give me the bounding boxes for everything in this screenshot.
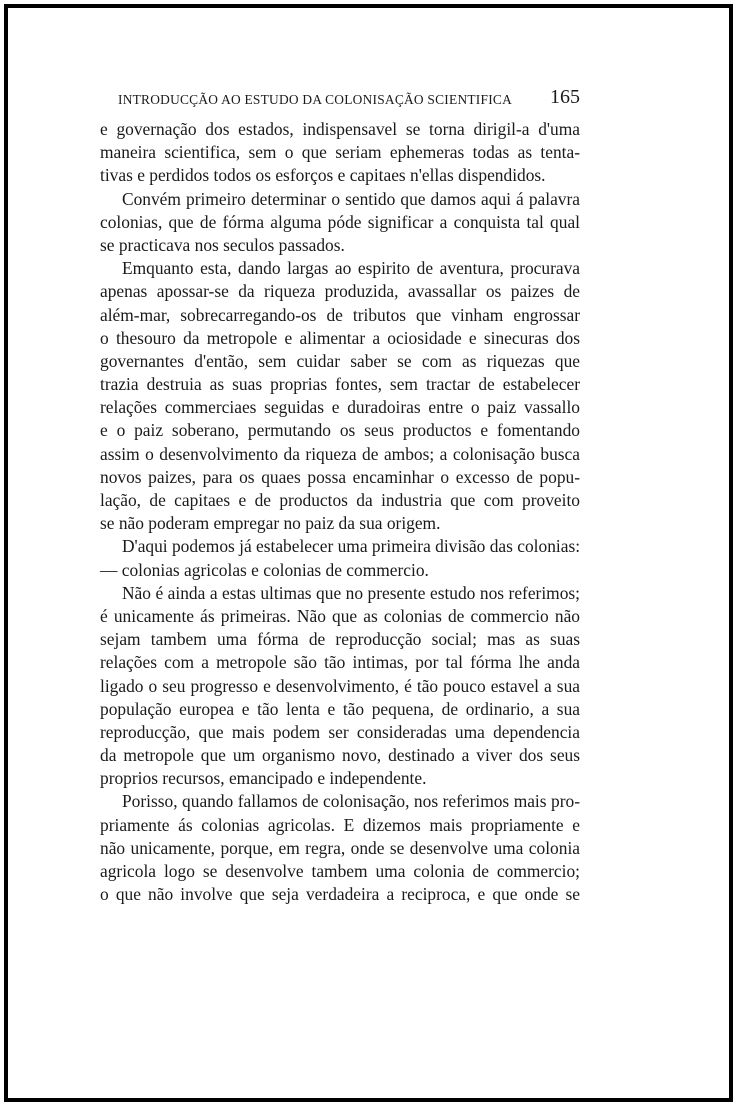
text-line: trazia destruia as suas proprias fontes, sem tractar de estabelecer (100, 374, 580, 395)
text-line: o thesouro da metropole e alimentar a ociosidade e sinecuras dos (100, 327, 580, 348)
text-line: relações commerciaes seguidas e duradoiras entre o paiz vassallo (100, 397, 580, 418)
book-page (100, 84, 580, 906)
running-title: INTRODUCÇÃO AO ESTUDO DA COLONISAÇÃO SCIENTIFICA (118, 92, 513, 107)
text-line: priamente ás colonias agricolas. E dizemos mais propriamente e (100, 814, 580, 835)
text-line: Convém primeiro determinar o sentido que damos aqui á palavra (122, 188, 580, 209)
text-line: lação, de capitaes e de productos da industria que com proveito (100, 490, 580, 510)
text-line: proprios recursos, emancipado e independente. (100, 768, 427, 789)
text-line: o que não involve que seja verdadeira a reciproca, e que onde se (100, 884, 580, 905)
text-line: além-mar, sobrecarregando-os de tributos que vinham engrossar (100, 304, 580, 325)
text-line: assim o desenvolvimento da riqueza de ambos; a colonisação busca (100, 443, 580, 464)
text-line: colonias, que de fórma alguma póde significar a conquista tal qual (100, 211, 580, 232)
text-line: se não poderam empregar no paiz da sua origem. (100, 513, 441, 534)
body-text (100, 118, 580, 906)
text-line: população europea e tão lenta e tão pequena, de ordinario, a sua (100, 698, 580, 719)
page-number: 165 (550, 86, 580, 108)
text-line: governantes d'então, sem cuidar saber se com as riquezas que (100, 350, 580, 371)
text-line: e o paiz soberano, permutando os seus productos e fomentando (100, 420, 580, 441)
text-line: maneira scientifica, sem o que seriam ephemeras todas as tenta- (100, 142, 580, 163)
text-line: novos paizes, para os quaes possa encaminhar o excesso de popu- (100, 466, 580, 487)
text-line: e governação dos estados, indispensavel se torna dirigil-a d'uma (100, 119, 580, 139)
text-line: ligado o seu progresso e desenvolvimento, é tão pouco estavel a sua (100, 675, 580, 696)
text-line: não unicamente, porque, em regra, onde se desenvolve uma colonia (100, 837, 580, 858)
text-line: relações com a metropole são tão intimas, por tal fórma lhe anda (100, 652, 580, 673)
running-head (100, 84, 580, 118)
paragraph-1 (100, 118, 580, 188)
paragraph-6 (100, 790, 580, 906)
text-line: Não é ainda a estas ultimas que no presente estudo nos referimos; (122, 582, 580, 603)
paragraph-3 (100, 257, 580, 535)
text-line: Emquanto esta, dando largas ao espirito de aventura, procurava (122, 258, 580, 279)
text-line: se practicava nos seculos passados. (100, 234, 345, 255)
text-line: Porisso, quando fallamos de colonisação, nos referimos mais pro- (122, 791, 580, 812)
text-line: reproducção, que mais podem ser consideradas uma dependencia (100, 721, 580, 742)
text-line: — colonias agricolas e colonias de commercio. (100, 559, 429, 580)
text-line: D'aqui podemos já estabelecer uma primeira divisão das colonias: (122, 536, 581, 557)
paragraph-2 (100, 188, 580, 258)
paragraph-5 (100, 582, 580, 791)
text-line: tivas e perdidos todos os esforços e capitaes n'ellas dispendidos. (100, 165, 546, 186)
text-line: apenas apossar-se da riqueza produzida, avassallar os paizes de (100, 281, 580, 302)
text-line: é unicamente ás primeiras. Não que as colonias de commercio não (100, 605, 580, 626)
text-line: agricola logo se desenvolve tambem uma colonia de commercio; (100, 861, 580, 881)
paragraph-4 (100, 535, 580, 581)
text-line: da metropole que um organismo novo, destinado a viver dos seus (100, 745, 580, 766)
text-line: sejam tambem uma fórma de reproducção social; mas as suas (100, 629, 580, 650)
